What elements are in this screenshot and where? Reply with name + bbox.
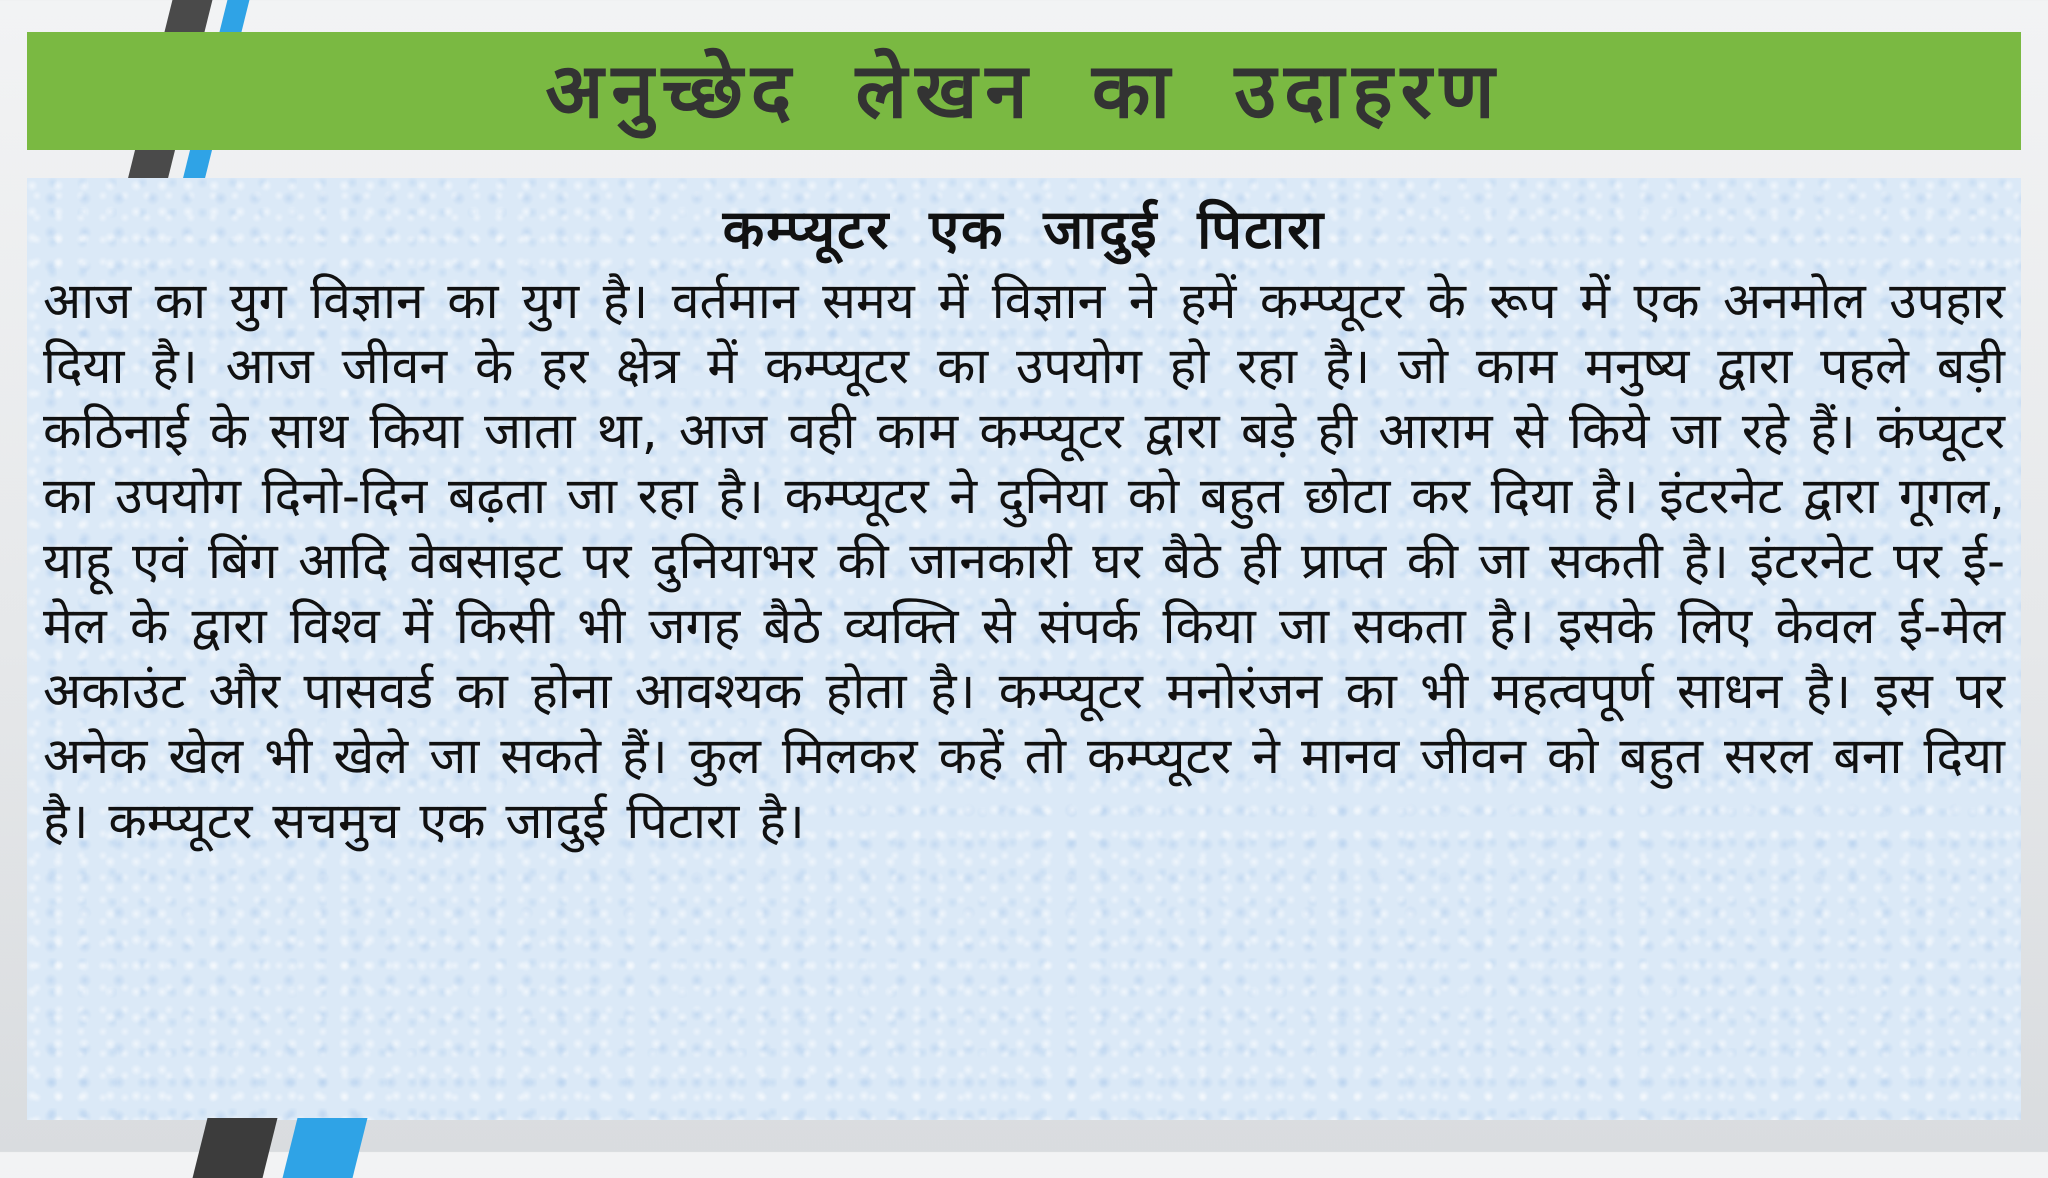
content-panel [27, 178, 2021, 1120]
paragraph-title: कम्प्यूटर एक जादुई पिटारा [722, 198, 1326, 261]
decorative-stripe-blue-bottom [283, 1118, 368, 1178]
title-bar [27, 32, 2021, 150]
slide-title: अनुच्छेद लेखन का उदाहरण [545, 46, 1503, 135]
decorative-stripe-dark-bottom [193, 1118, 278, 1178]
paragraph-body: आज का युग विज्ञान का युग है। वर्तमान समय में विज्ञान ने हमें कम्प्यूटर के रूप में एक अनमोल उपहार दिया है। आज जीवन के हर क्षेत्र में कम्प्यूटर का उपयोग हो रहा है। जो काम मनुष्य द्वारा पहले बड़ी कठिनाई के साथ किया जाता था, आज वही काम कम्प्यूटर द्वारा बड़े ही आराम से किये जा रहे हैं। कंप्यूटर का उपयोग दिनो-दिन बढ़ता जा रहा है। कम्प्यूटर ने दुनिया को बहुत छोटा कर दिया है। इंटरनेट द्वारा गूगल, याहू एवं बिंग आदि वेबसाइट पर दुनियाभर की जानकारी घर बैठे ही प्राप्त की जा सकती है। इंटरनेट पर ई-मेल के द्वारा विश्व में किसी भी जगह बैठे व्यक्ति से संपर्क किया जा सकता है। इसके लिए केवल ई-मेल अकाउंट और पासवर्ड का होना आवश्यक होता है। कम्प्यूटर मनोरंजन का भी महत्वपूर्ण साधन है। इस पर अनेक खेल भी खेले जा सकते हैं। कुल मिलकर कहें तो कम्प्यूटर ने मानव जीवन को बहुत सरल बना दिया है। कम्प्यूटर सचमुच एक जादुई पिटारा है। [43, 271, 2005, 850]
